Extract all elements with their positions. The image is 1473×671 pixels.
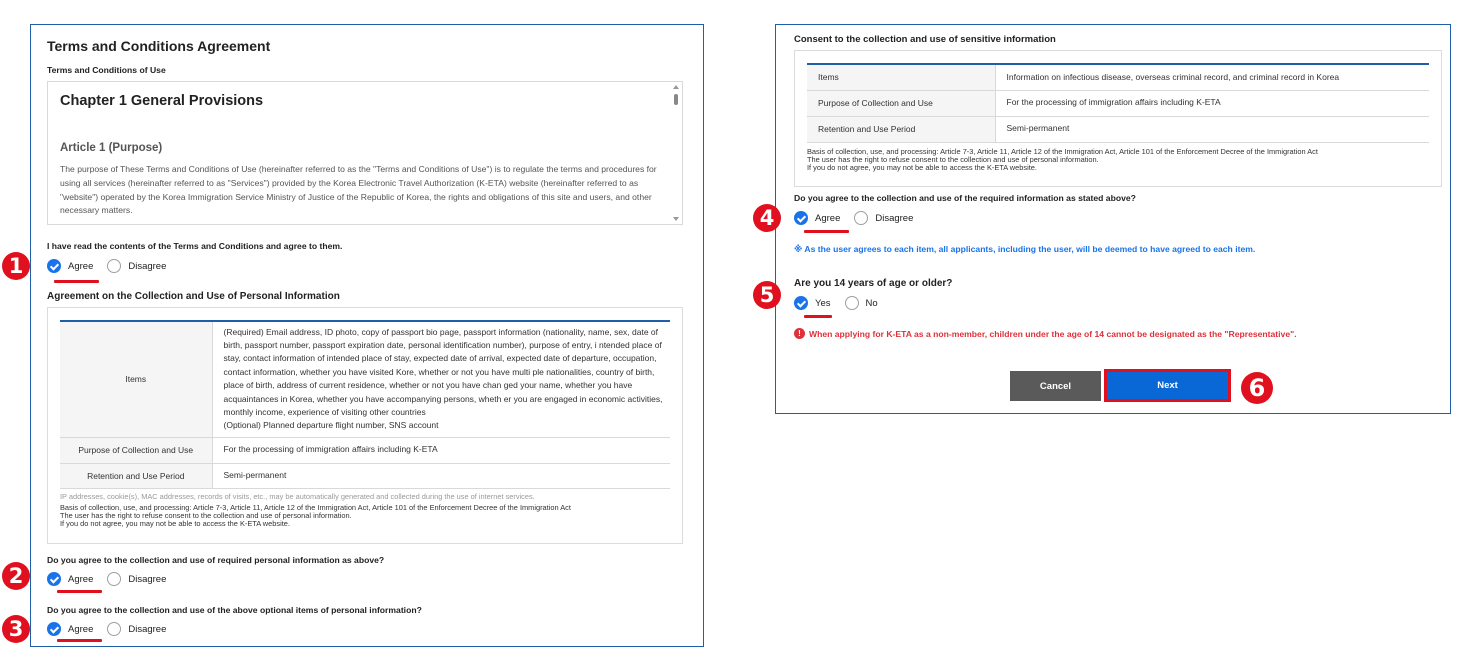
q5-highlight-underline bbox=[804, 315, 832, 318]
sens-legal-basis-note: Basis of collection, use, and processing: Article 7-3, Article 11, Article 12 of the Immigration Act, Article 101 of the Enforcement Decree of the Immigration Act bbox=[807, 147, 1318, 156]
items-label: Items bbox=[60, 321, 212, 437]
q4-radio-group bbox=[794, 210, 927, 226]
retention-value: Semi-permanent bbox=[212, 463, 670, 488]
age-warning-text: When applying for K-ETA as a non-member, children under the age of 14 cannot be designated as the "Representative". bbox=[809, 328, 1297, 339]
q5-no-radio[interactable] bbox=[845, 296, 859, 310]
step-5-marker: 5 bbox=[753, 281, 781, 309]
retention-label: Retention and Use Period bbox=[60, 463, 212, 488]
q1-disagree-radio[interactable] bbox=[107, 259, 121, 273]
q1-highlight-underline bbox=[54, 280, 99, 283]
q4-agree-radio[interactable] bbox=[794, 211, 808, 225]
items-value-cell bbox=[212, 321, 670, 437]
table-row bbox=[60, 463, 670, 488]
q2-radio-group bbox=[47, 571, 180, 587]
q1-agree-label[interactable]: Agree bbox=[68, 260, 94, 272]
sensitive-info-table bbox=[807, 63, 1429, 143]
terms-subtitle: Terms and Conditions of Use bbox=[47, 65, 166, 75]
applicants-agree-note: ※ As the user agrees to each item, all applicants, including the user, will be deemed to have agreed to each item. bbox=[794, 244, 1256, 254]
sens-purpose-label: Purpose of Collection and Use bbox=[807, 90, 995, 116]
q1-disagree-label[interactable]: Disagree bbox=[128, 260, 167, 272]
terms-scrollbar[interactable] bbox=[672, 84, 680, 222]
article-heading: Article 1 (Purpose) bbox=[60, 142, 163, 154]
scroll-down-icon[interactable] bbox=[673, 217, 679, 221]
sens-refuse-right-note: The user has the right to refuse consent to the collection and use of personal information. bbox=[807, 155, 1099, 164]
step-6-marker: 6 bbox=[1241, 372, 1273, 404]
terms-scroll-box[interactable] bbox=[47, 81, 683, 225]
items-optional: (Optional) Planned departure flight number, SNS account bbox=[223, 420, 439, 431]
q3-agree-radio[interactable] bbox=[47, 622, 61, 636]
q2-disagree-radio[interactable] bbox=[107, 572, 121, 586]
step-3-marker: 3 bbox=[2, 615, 30, 643]
no-access-note: If you do not agree, you may not be able to access the K-ETA website. bbox=[60, 519, 290, 528]
q3-disagree-label[interactable]: Disagree bbox=[128, 623, 167, 635]
warning-icon: ! bbox=[794, 328, 805, 339]
q4-disagree-label[interactable]: Disagree bbox=[875, 212, 914, 224]
table-row bbox=[807, 90, 1429, 116]
q3-disagree-radio[interactable] bbox=[107, 622, 121, 636]
q5-radio-group bbox=[794, 295, 892, 311]
step-2-marker: 2 bbox=[2, 562, 30, 590]
terms-agreement-panel bbox=[30, 24, 704, 647]
q5-question: Are you 14 years of age or older? bbox=[794, 278, 953, 289]
personal-info-heading: Agreement on the Collection and Use of Personal Information bbox=[47, 291, 340, 302]
table-row bbox=[60, 321, 670, 437]
q4-disagree-radio[interactable] bbox=[854, 211, 868, 225]
q2-disagree-label[interactable]: Disagree bbox=[128, 573, 167, 585]
q4-question: Do you agree to the collection and use of the required information as stated above? bbox=[794, 193, 1136, 203]
article-body: The purpose of These Terms and Conditions of Use (hereinafter referred to as the "Terms and Conditions of Use") is to regulate the terms and procedures for using all services (hereinafter referred to as "Services") provided by the Korea Electronic Travel Authorization (K-ETA) website (hereinafter referred to as "website") operated by the Korea Immigration Service Ministry of Justice of the Republic of Korea, the rights and obligations of this site and users, and other necessary matters. bbox=[60, 164, 657, 216]
step-1-marker: 1 bbox=[2, 252, 30, 280]
q3-highlight-underline bbox=[57, 639, 102, 642]
personal-info-box bbox=[47, 307, 683, 544]
sensitive-info-heading: Consent to the collection and use of sensitive information bbox=[794, 34, 1056, 45]
table-row bbox=[807, 116, 1429, 142]
next-button[interactable]: Next bbox=[1104, 369, 1231, 402]
chapter-heading: Chapter 1 General Provisions bbox=[60, 93, 264, 109]
table-row bbox=[807, 64, 1429, 90]
sens-items-value: Information on infectious disease, overseas criminal record, and criminal record in Korea bbox=[995, 64, 1429, 90]
q4-highlight-underline bbox=[804, 230, 849, 233]
q1-radio-group bbox=[47, 258, 180, 274]
sens-items-label: Items bbox=[807, 64, 995, 90]
sensitive-info-panel bbox=[775, 24, 1451, 414]
step-4-marker: 4 bbox=[753, 204, 781, 232]
q5-yes-radio[interactable] bbox=[794, 296, 808, 310]
age-warning-note bbox=[794, 328, 1297, 339]
sens-no-access-note: If you do not agree, you may not be able to access the K-ETA website. bbox=[807, 163, 1037, 172]
q2-highlight-underline bbox=[57, 590, 102, 593]
q2-agree-label[interactable]: Agree bbox=[68, 573, 94, 585]
q5-no-label[interactable]: No bbox=[865, 297, 878, 309]
cancel-button[interactable]: Cancel bbox=[1010, 371, 1101, 401]
q2-question: Do you agree to the collection and use of required personal information as above? bbox=[47, 555, 385, 565]
scroll-up-icon[interactable] bbox=[673, 85, 679, 89]
q5-yes-label[interactable]: Yes bbox=[815, 297, 831, 309]
sens-retention-label: Retention and Use Period bbox=[807, 116, 995, 142]
q3-question: Do you agree to the collection and use of the above optional items of personal information? bbox=[47, 605, 422, 615]
legal-basis-note: Basis of collection, use, and processing: Article 7-3, Article 11, Article 12 of the Immigration Act, Article 101 of the Enforcement Decree of the Immigration Act bbox=[60, 503, 571, 512]
auto-collect-note: IP addresses, cookie(s), MAC addresses, records of visits, etc., may be automatically generated and collected during the use of internet services. bbox=[60, 492, 535, 501]
q1-agree-radio[interactable] bbox=[47, 259, 61, 273]
sens-retention-value: Semi-permanent bbox=[995, 116, 1429, 142]
page-title: Terms and Conditions Agreement bbox=[47, 38, 271, 54]
q2-agree-radio[interactable] bbox=[47, 572, 61, 586]
sens-purpose-value: For the processing of immigration affairs including K-ETA bbox=[995, 90, 1429, 116]
scroll-thumb[interactable] bbox=[674, 94, 678, 105]
sensitive-info-box bbox=[794, 50, 1442, 187]
refuse-right-note: The user has the right to refuse consent to the collection and use of personal information. bbox=[60, 511, 352, 520]
table-row bbox=[60, 437, 670, 463]
q4-agree-label[interactable]: Agree bbox=[815, 212, 841, 224]
items-required: (Required) Email address, ID photo, copy of passport bio page, passport information (nationality, name, sex, date of birth, passport number, passport expiration date, personal identification number), purpose of entry, i ntended place of stay, contact information of intended place of stay, expected date of arrival, expected date of departure, occupation, contact information, whether you have visited Kore, whether or not you have multi ple nationalities, country of birth, place of birth, address of current residence, whether or not you have chan ged your name, whether you have acquaintances in Korea, whether you have accompanying persons, wheth er you are engaged in economic activities, monthly income, experience of visiting other countries bbox=[223, 326, 663, 418]
personal-info-table bbox=[60, 320, 670, 489]
q3-agree-label[interactable]: Agree bbox=[68, 623, 94, 635]
q3-radio-group bbox=[47, 621, 180, 637]
purpose-value: For the processing of immigration affairs including K-ETA bbox=[212, 437, 670, 463]
purpose-label: Purpose of Collection and Use bbox=[60, 437, 212, 463]
q1-question: I have read the contents of the Terms and Conditions and agree to them. bbox=[47, 241, 343, 251]
